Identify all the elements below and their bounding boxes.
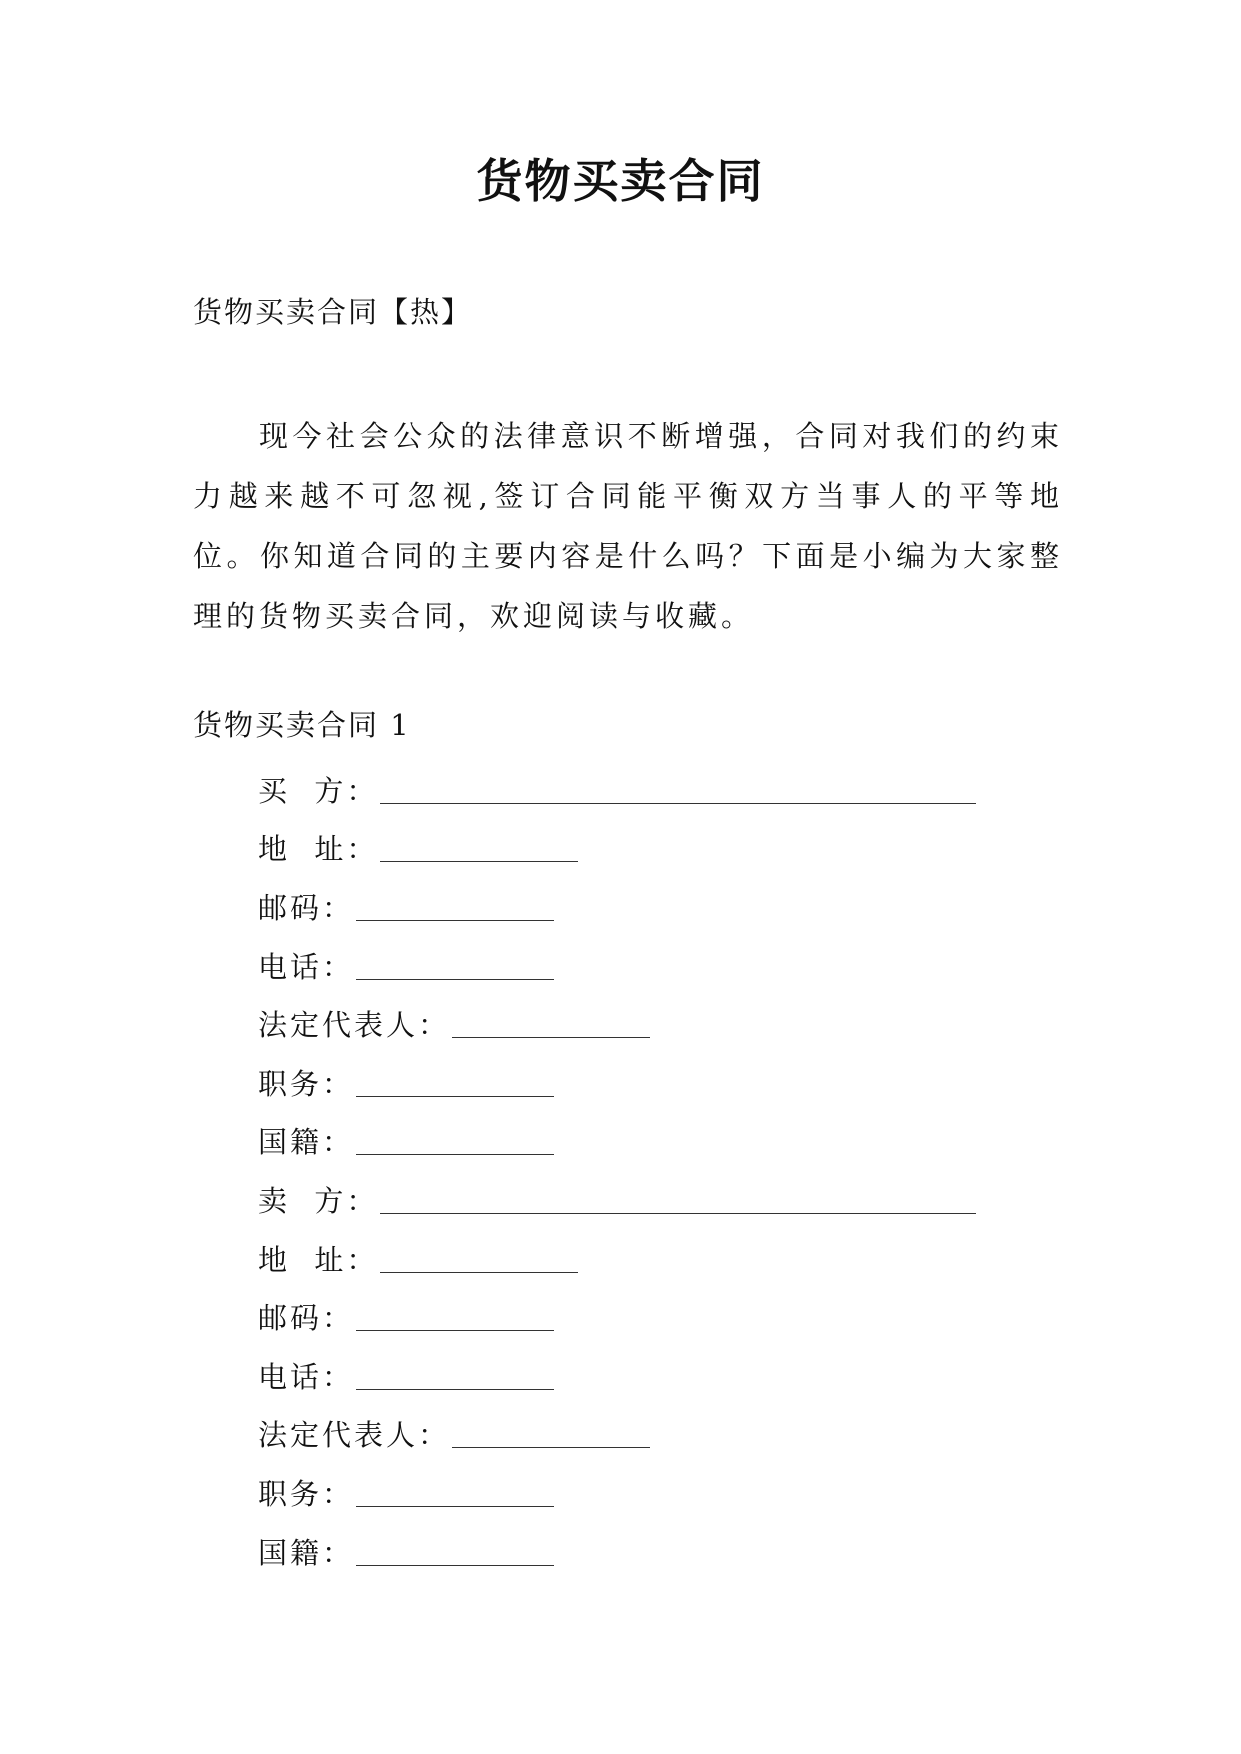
field-label: 地 址：	[258, 832, 379, 867]
fill-in-blank[interactable]	[356, 1478, 554, 1507]
field-label: 电话：	[258, 949, 355, 984]
fill-in-blank[interactable]	[380, 1185, 976, 1214]
field-buyer	[258, 760, 976, 819]
fill-in-blank[interactable]	[380, 1244, 578, 1273]
field-buyer-postcode	[258, 877, 976, 936]
field-seller-address	[258, 1229, 976, 1288]
field-label: 邮码：	[258, 890, 355, 925]
field-label: 地 址：	[258, 1242, 379, 1277]
field-buyer-legal-rep	[258, 994, 976, 1053]
field-label: 国籍：	[258, 1535, 355, 1570]
field-label: 国籍：	[258, 1125, 355, 1160]
intro-paragraph: 现今社会公众的法律意识不断增强，合同对我们的约束力越来越不可忽视,签订合同能平衡双方当事人的平等地位。你知道合同的主要内容是什么吗？下面是小编为大家整理的货物买卖合同，欢迎阅读与收藏。	[193, 419, 1063, 633]
field-buyer-address	[258, 819, 976, 878]
fill-in-blank[interactable]	[356, 951, 554, 980]
section-title: 货物买卖合同 1	[193, 708, 411, 742]
field-seller-phone	[258, 1346, 976, 1405]
field-label: 职务：	[258, 1476, 355, 1511]
fill-in-blank[interactable]	[452, 1419, 650, 1448]
document-title: 货物买卖合同	[476, 154, 765, 208]
field-label: 法定代表人：	[258, 1418, 451, 1453]
field-buyer-position	[258, 1053, 976, 1112]
field-label: 买 方：	[258, 773, 379, 808]
party-fields-list	[258, 760, 976, 1580]
field-seller-nationality	[258, 1522, 976, 1581]
field-seller-postcode	[258, 1287, 976, 1346]
fill-in-blank[interactable]	[356, 1537, 554, 1566]
fill-in-blank[interactable]	[356, 1126, 554, 1155]
field-seller-position	[258, 1463, 976, 1522]
field-label: 职务：	[258, 1066, 355, 1101]
field-buyer-nationality	[258, 1112, 976, 1171]
fill-in-blank[interactable]	[356, 892, 554, 921]
field-seller	[258, 1170, 976, 1229]
fill-in-blank[interactable]	[356, 1068, 554, 1097]
field-label: 卖 方：	[258, 1183, 379, 1218]
fill-in-blank[interactable]	[356, 1302, 554, 1331]
field-label: 法定代表人：	[258, 1008, 451, 1043]
field-label: 邮码：	[258, 1301, 355, 1336]
fill-in-blank[interactable]	[452, 1009, 650, 1038]
field-buyer-phone	[258, 936, 976, 995]
fill-in-blank[interactable]	[380, 833, 578, 862]
document-subtitle: 货物买卖合同【热】	[193, 295, 473, 329]
fill-in-blank[interactable]	[356, 1361, 554, 1390]
fill-in-blank[interactable]	[380, 775, 976, 804]
field-seller-legal-rep	[258, 1405, 976, 1464]
field-label: 电话：	[258, 1359, 355, 1394]
